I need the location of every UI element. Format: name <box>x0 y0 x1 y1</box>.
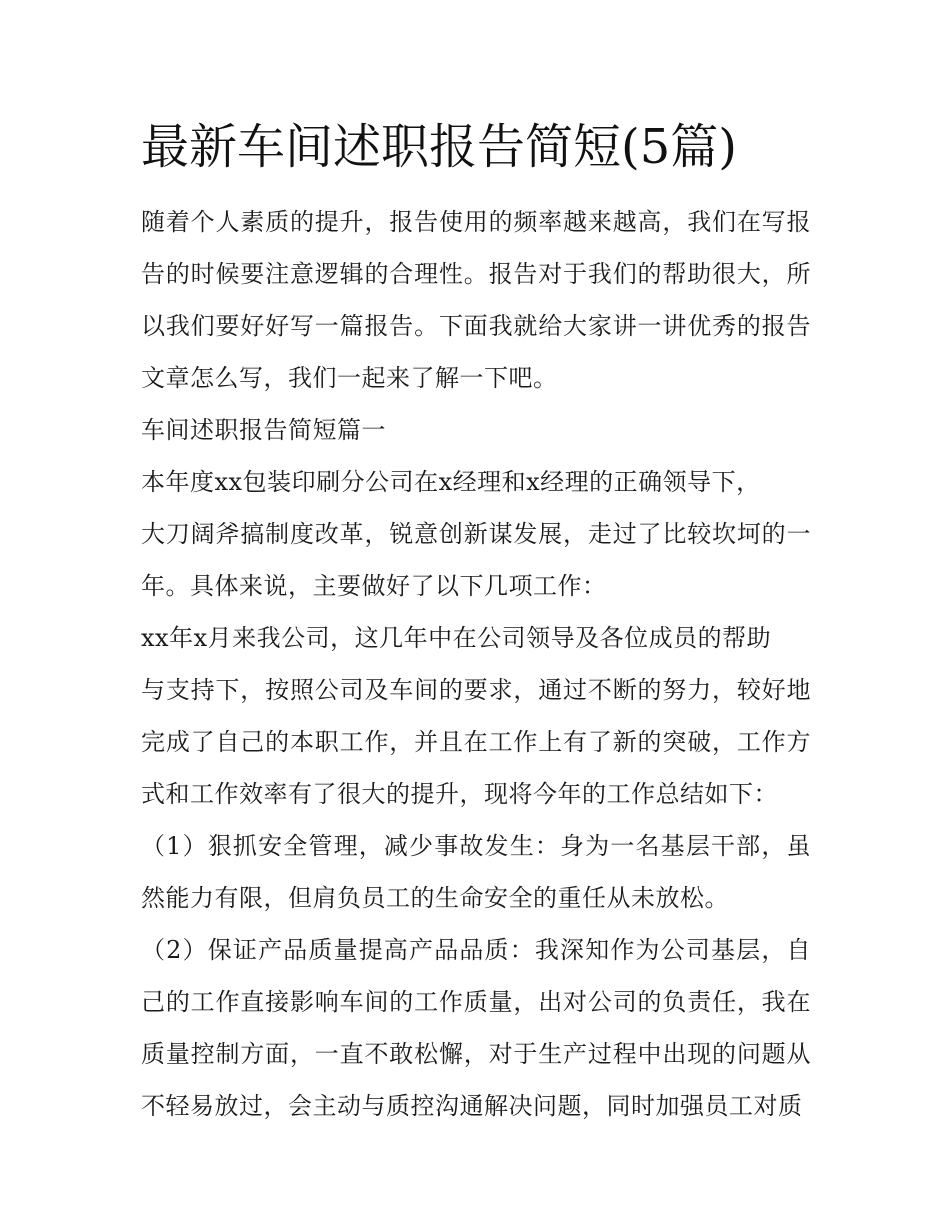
body-paragraph: xx年x月来我公司，这几年中在公司领导及各位成员的帮助 <box>141 624 772 652</box>
document-title: 最新车间述职报告简短(5篇) <box>141 119 737 175</box>
body-paragraph: 与支持下，按照公司及车间的要求，通过不断的努力，较好地完成了自己的本职工作，并且在工作上有了新的突破，工作方式和工作效率有了很大的提升，现将今年的工作总结如下： <box>141 676 811 808</box>
section-heading: 车间述职报告简短篇一 <box>141 416 386 444</box>
document-body <box>141 196 811 1132</box>
intro-paragraph: 随着个人素质的提升，报告使用的频率越来越高，我们在写报告的时候要注意逻辑的合理性。报告对于我们的帮助很大，所以我们要好好写一篇报告。下面我就给大家讲一讲优秀的报告文章怎么写，我们一起来了解一下吧。 <box>141 208 811 392</box>
body-paragraph: 本年度xx包装印刷分公司在x经理和x经理的正确领导下， <box>141 468 761 496</box>
body-paragraph: （2）保证产品质量提高产品品质：我深知作为公司基层，自己的工作直接影响车间的工作质量，出对公司的负责任，我在质量控制方面，一直不敢松懈，对于生产过程中出现的问题从不轻易放过，会主动与质控沟通解决问题，同时加强员工对质 <box>141 936 811 1120</box>
document-content <box>141 112 811 1132</box>
body-paragraph: （1）狠抓安全管理，减少事故发生：身为一名基层干部，虽然能力有限，但肩负员工的生命安全的重任从未放松。 <box>141 832 811 912</box>
body-paragraph: 大刀阔斧搞制度改革，锐意创新谋发展，走过了比较坎坷的一年。具体来说，主要做好了以下几项工作： <box>141 520 811 600</box>
